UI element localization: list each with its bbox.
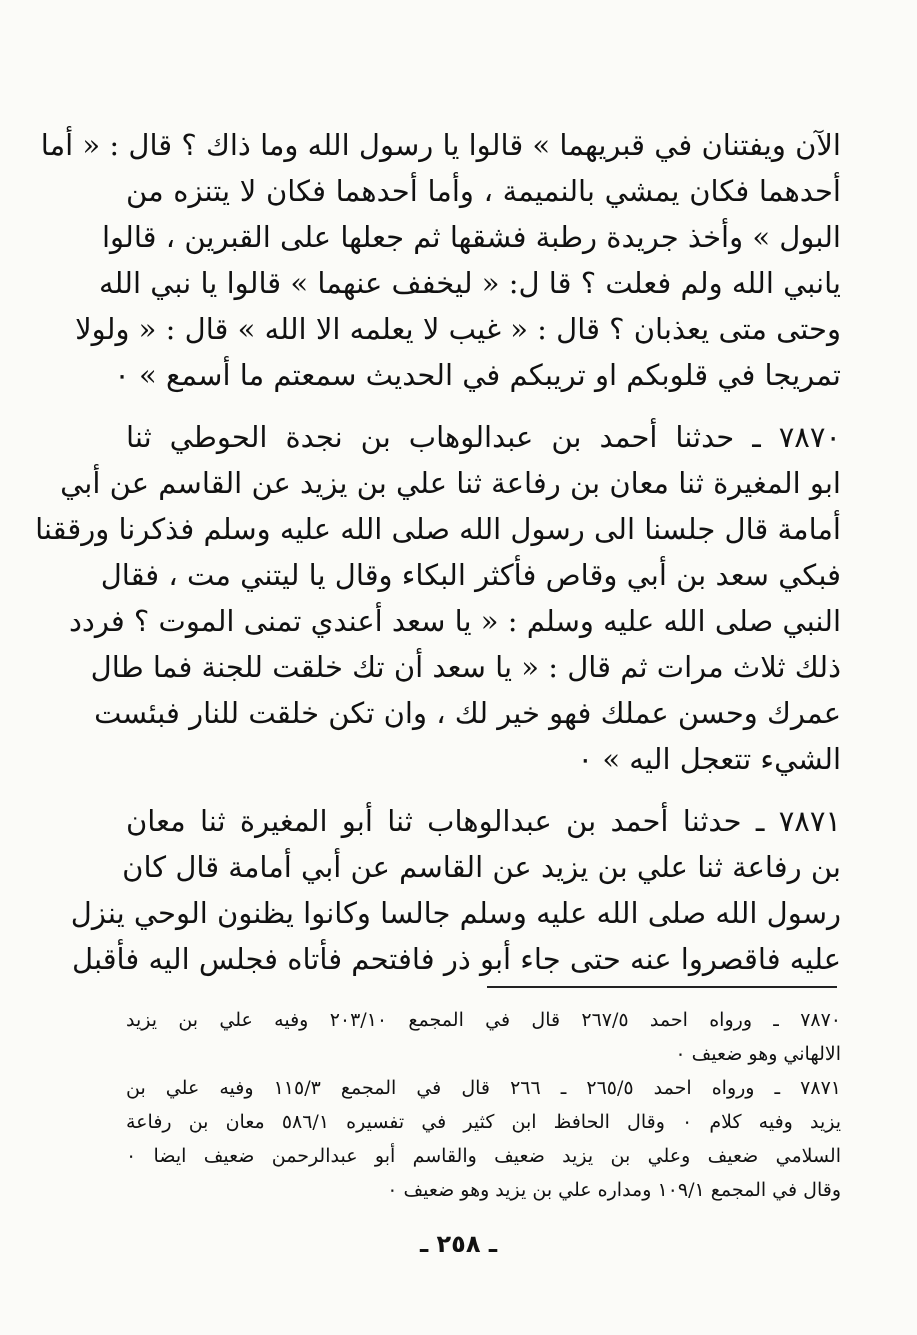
footnote-line: يزيد وفيه كلام ٠ وقال الحافظ ابن كثير في تفسيره ٥٨٦/١ معان بن رفاعة [126,1111,841,1133]
footnote-divider [487,986,837,988]
paragraph-1 [40,122,841,398]
text-line: عليه فاقصروا عنه حتى جاء أبو ذر فافتحم فأتاه فجلس اليه فأقبل [71,942,841,976]
paragraph-hadith-7871 [70,798,841,982]
text-line: الشيء تتعجل اليه » ٠ [577,742,841,776]
text-line: النبي صلى الله عليه وسلم : « يا سعد أعندي تمنى الموت ؟ فردد [69,604,841,638]
text-line: البول » وأخذ جريدة رطبة فشقها ثم جعلها على القبرين ، قالوا [101,220,841,254]
text-line: بن رفاعة ثنا علي بن يزيد عن القاسم عن أبي أمامة قال كان [122,850,841,884]
text-line: أمامة قال جلسنا الى رسول الله صلى الله عليه وسلم فذكرنا ورققنا [35,512,841,546]
text-line: ٧٨٧٠ ـ حدثنا أحمد بن عبدالوهاب بن نجدة الحوطي ثنا [126,420,841,454]
text-line: الآن ويفتنان في قبريهما » قالوا يا رسول الله وما ذاك ؟ قال : « أما [40,128,841,162]
footnote-7871 [126,1071,841,1207]
text-line: تمريجا في قلوبكم او تريبكم في الحديث سمعتم ما أسمع » ٠ [114,358,841,392]
page-number: ـ ٢٥٨ ـ [419,1230,498,1258]
paragraph-hadith-7870 [35,414,841,782]
footnote-7870 [126,1003,841,1071]
text-line: ابو المغيرة ثنا معان بن رفاعة ثنا علي بن يزيد عن القاسم عن أبي [60,466,841,500]
footnote-line: ٧٨٧١ ـ ورواه احمد ٢٦٥/٥ ـ ٢٦٦ قال في المجمع ١١٥/٣ وفيه علي بن [126,1077,841,1099]
text-line: وحتى متى يعذبان ؟ قال : « غيب لا يعلمه الا الله » قال : « ولولا [75,312,841,346]
footnote-line: السلامي ضعيف وعلي بن يزيد ضعيف والقاسم أبو عبدالرحمن ضعيف ايضا ٠ [126,1145,841,1167]
text-line: عمرك وحسن عملك فهو خير لك ، وان تكن خلقت للنار فبئست [94,696,841,730]
text-line: ٧٨٧١ ـ حدثنا أحمد بن عبدالوهاب ثنا أبو المغيرة ثنا معان [126,804,841,838]
text-line: ذلك ثلاث مرات ثم قال : « يا سعد أن تك خلقت للجنة فما طال [90,650,841,684]
footnote-line: وقال في المجمع ١٠٩/١ ومداره علي بن يزيد وهو ضعيف ٠ [387,1179,841,1201]
text-line: رسول الله صلى الله عليه وسلم جالسا وكانوا يظنون الوحي ينزل [70,896,841,930]
text-line: يانبي الله ولم فعلت ؟ قا ل: « ليخفف عنهما » قالوا يا نبي الله [98,266,841,300]
footnote-line: ٧٨٧٠ ـ ورواه احمد ٢٦٧/٥ قال في المجمع ٢٠٣/١٠ وفيه علي بن يزيد [126,1009,842,1031]
footnote-line: الالهاني وهو ضعيف ٠ [675,1043,841,1065]
text-line: فبكي سعد بن أبي وقاص فأكثر البكاء وقال يا ليتني مت ، فقال [100,558,841,592]
text-line: أحدهما فكان يمشي بالنميمة ، وأما أحدهما فكان لا يتنزه من [126,174,841,208]
footnotes [126,1003,841,1207]
main-text [35,122,841,982]
